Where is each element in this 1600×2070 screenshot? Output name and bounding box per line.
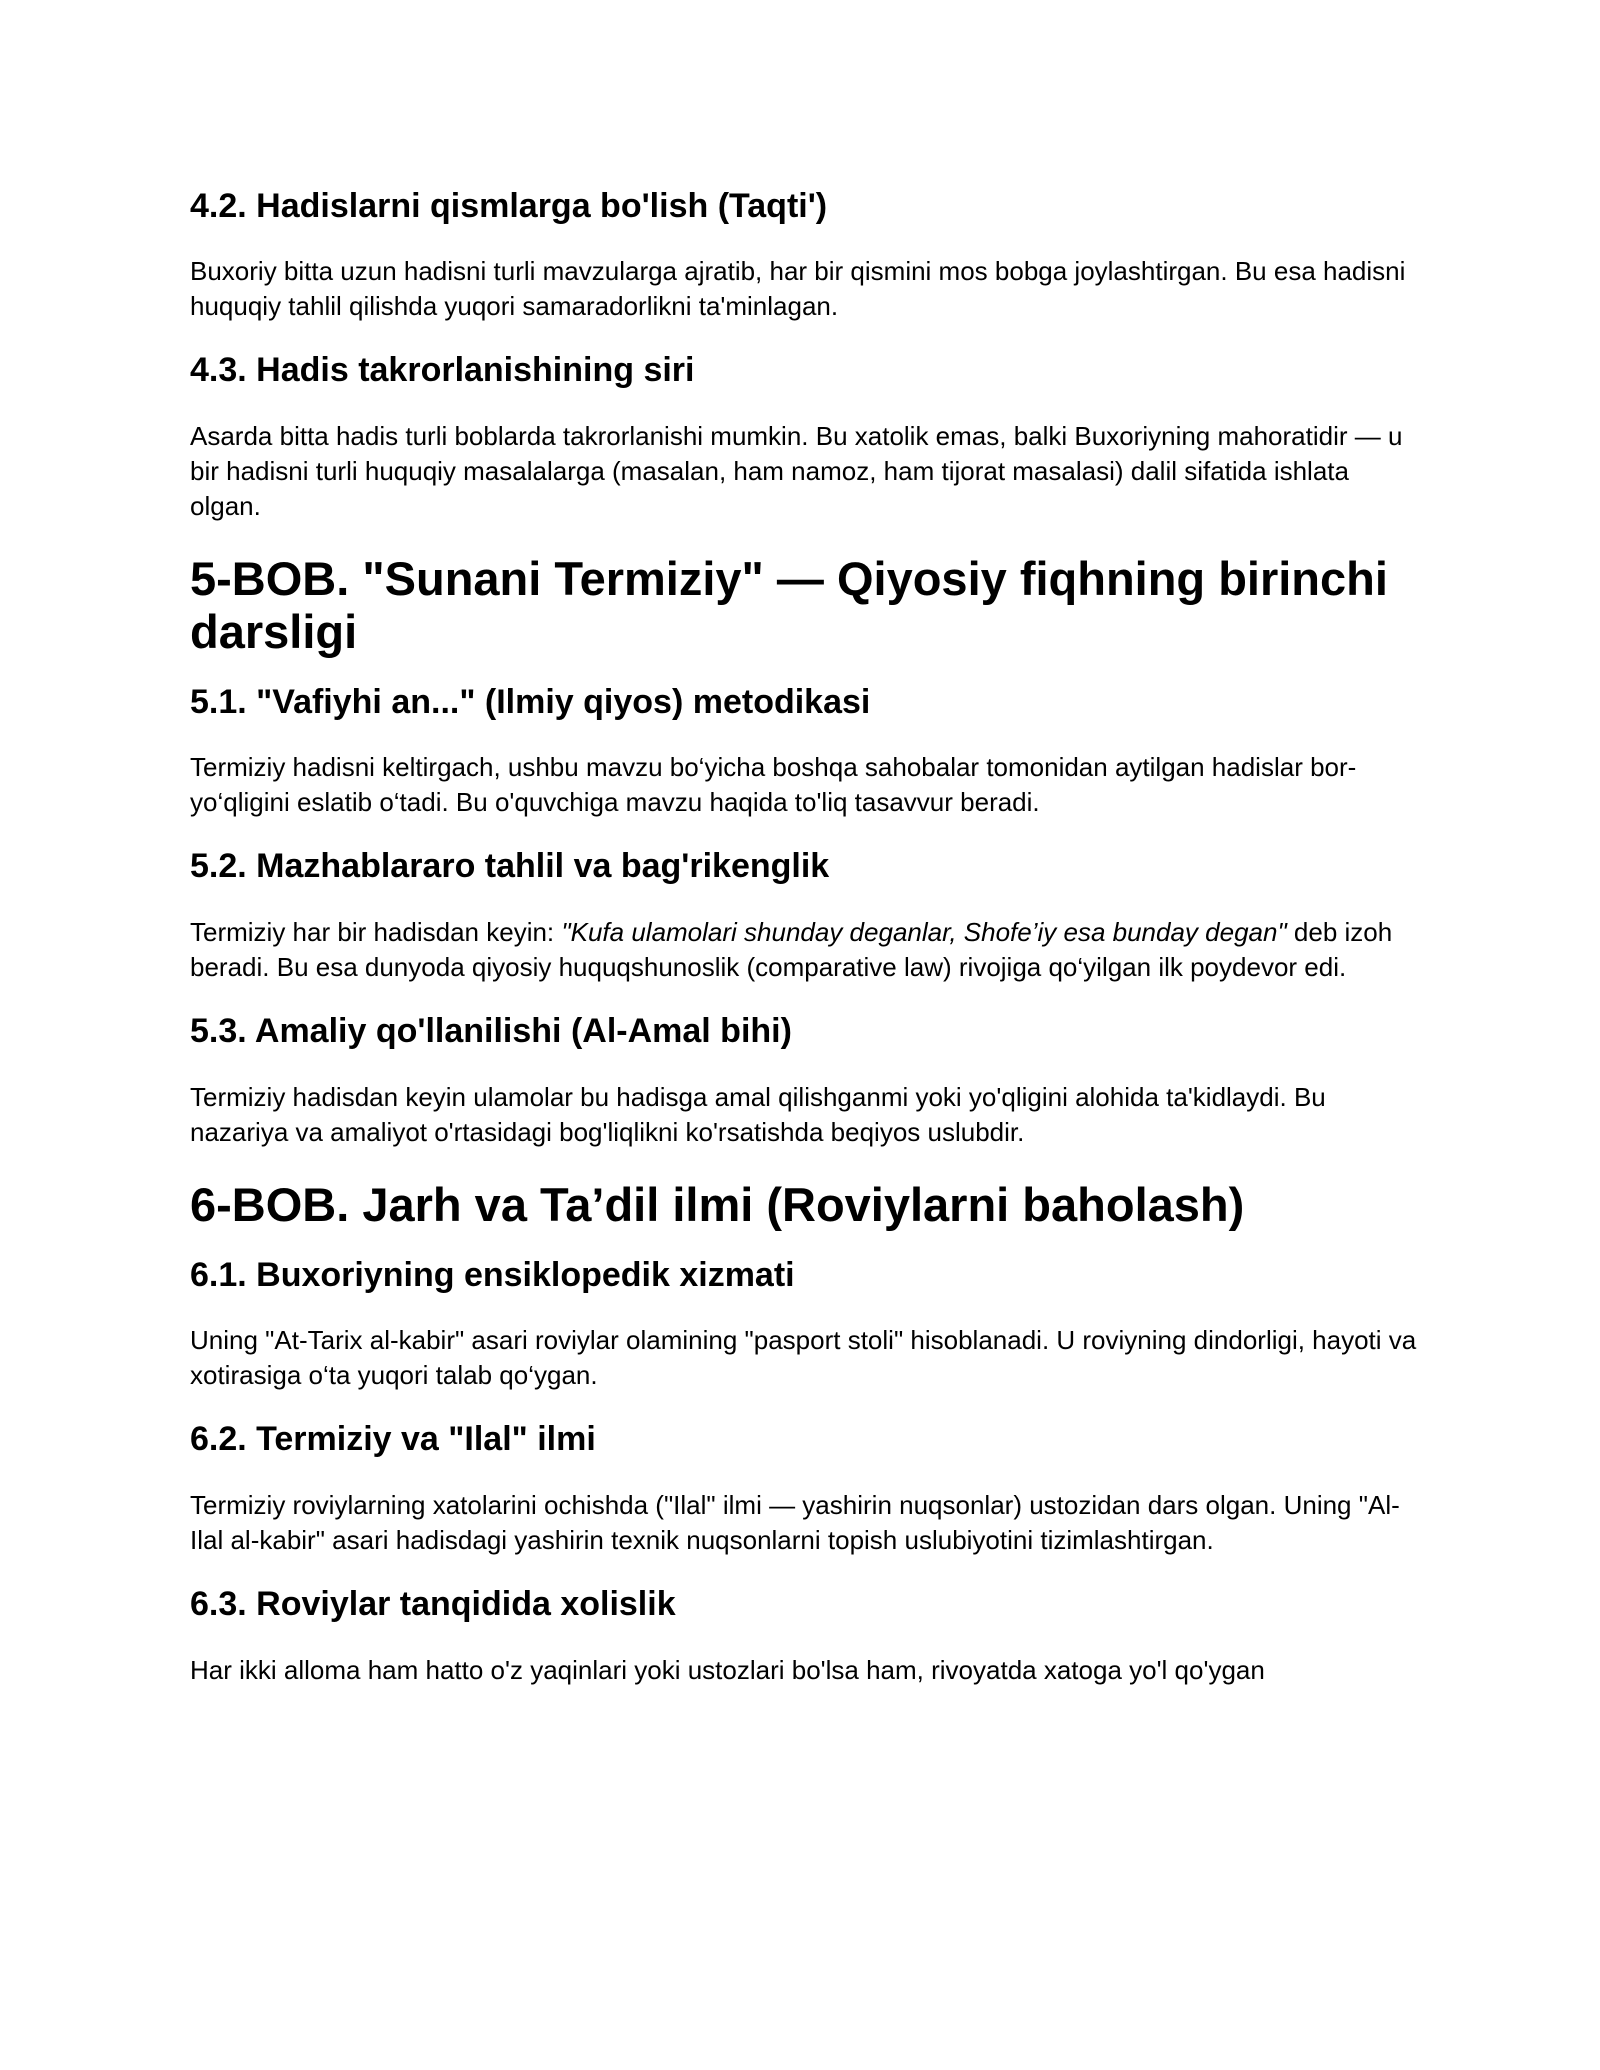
document-body xyxy=(190,186,1420,1688)
section-paragraph-5-1: Termiziy hadisni keltirgach, ushbu mavzu bo‘yicha boshqa sahobalar tomonidan aytilgan hadislar bor-yo‘qligini eslatib o‘tadi. Bu o'quvchiga mavzu haqida to'liq tasavvur beradi. xyxy=(190,752,1357,817)
paragraph-text-start: Termiziy har bir hadisdan keyin: xyxy=(190,917,562,947)
section-heading-4-2: 4.2. Hadislarni qismlarga bo'lish (Taqti') xyxy=(190,187,828,225)
section-paragraph-5-3: Termiziy hadisdan keyin ulamolar bu hadisga amal qilishganmi yoki yo'qligini alohida ta'kidlaydi. Bu nazariya va amaliyot o'rtasidagi bog'liqlikni ko'rsatishda beqiyos uslubdir. xyxy=(190,1082,1326,1147)
section-heading-6-3: 6.3. Roviylar tanqidida xolislik xyxy=(190,1585,676,1623)
section-heading-5-3: 5.3. Amaliy qo'llanilishi (Al-Amal bihi) xyxy=(190,1012,792,1050)
italic-quote: "Kufa ulamolari shunday deganlar, Shofe’iy esa bunday degan" xyxy=(561,917,1287,947)
section-heading-5-2: 5.2. Mazhablararo tahlil va bag'rikenglik xyxy=(190,847,830,885)
chapter-title-5: 5-BOB. "Sunani Termiziy" — Qiyosiy fiqhning birinchi darsligi xyxy=(190,552,1388,658)
section-heading-5-1: 5.1. "Vafiyhi an..." (Ilmiy qiyos) metodikasi xyxy=(190,683,871,721)
section-paragraph-6-1: Uning "At-Tarix al-kabir" asari roviylar olamining "pasport stoli" hisoblanadi. U roviyning dindorligi, hayoti va xotirasiga o‘ta yuqori talab qo‘ygan. xyxy=(190,1325,1417,1390)
section-paragraph-6-3: Har ikki alloma ham hatto o'z yaqinlari yoki ustozlari bo'lsa ham, rivoyatda xatoga yo'l qo'ygan xyxy=(190,1655,1265,1685)
section-paragraph-5-2 xyxy=(190,915,1420,985)
section-heading-6-1: 6.1. Buxoriyning ensiklopedik xizmati xyxy=(190,1256,795,1294)
section-paragraph-4-2: Buxoriy bitta uzun hadisni turli mavzularga ajratib, har bir qismini mos bobga joylashtirgan. Bu esa hadisni huquqiy tahlil qilishda yuqori samaradorlikni ta'minlagan. xyxy=(190,256,1406,321)
paragraph-text-end: deb izoh beradi. Bu esa dunyoda qiyosiy huquqshunoslik (comparative law) rivojiga qo‘yilgan ilk poydevor edi. xyxy=(190,917,1393,982)
section-paragraph-4-3: Asarda bitta hadis turli boblarda takrorlanishi mumkin. Bu xatolik emas, balki Buxoriyning mahoratidir — u bir hadisni turli huquqiy masalalarga (masalan, ham namoz, ham tijorat masalasi) dalil sifatida ishlata olgan. xyxy=(190,421,1403,521)
section-heading-6-2: 6.2. Termiziy va "Ilal" ilmi xyxy=(190,1420,596,1458)
chapter-title-6: 6-BOB. Jarh va Ta’dil ilmi (Roviylarni baholash) xyxy=(190,1178,1245,1231)
section-heading-4-3: 4.3. Hadis takrorlanishining siri xyxy=(190,351,695,389)
section-paragraph-6-2: Termiziy roviylarning xatolarini ochishda ("Ilal" ilmi — yashirin nuqsonlar) ustozidan dars olgan. Uning "Al-Ilal al-kabir" asari hadisdagi yashirin texnik nuqsonlarni topish uslubiyotini tizimlashtirgan. xyxy=(190,1490,1400,1555)
